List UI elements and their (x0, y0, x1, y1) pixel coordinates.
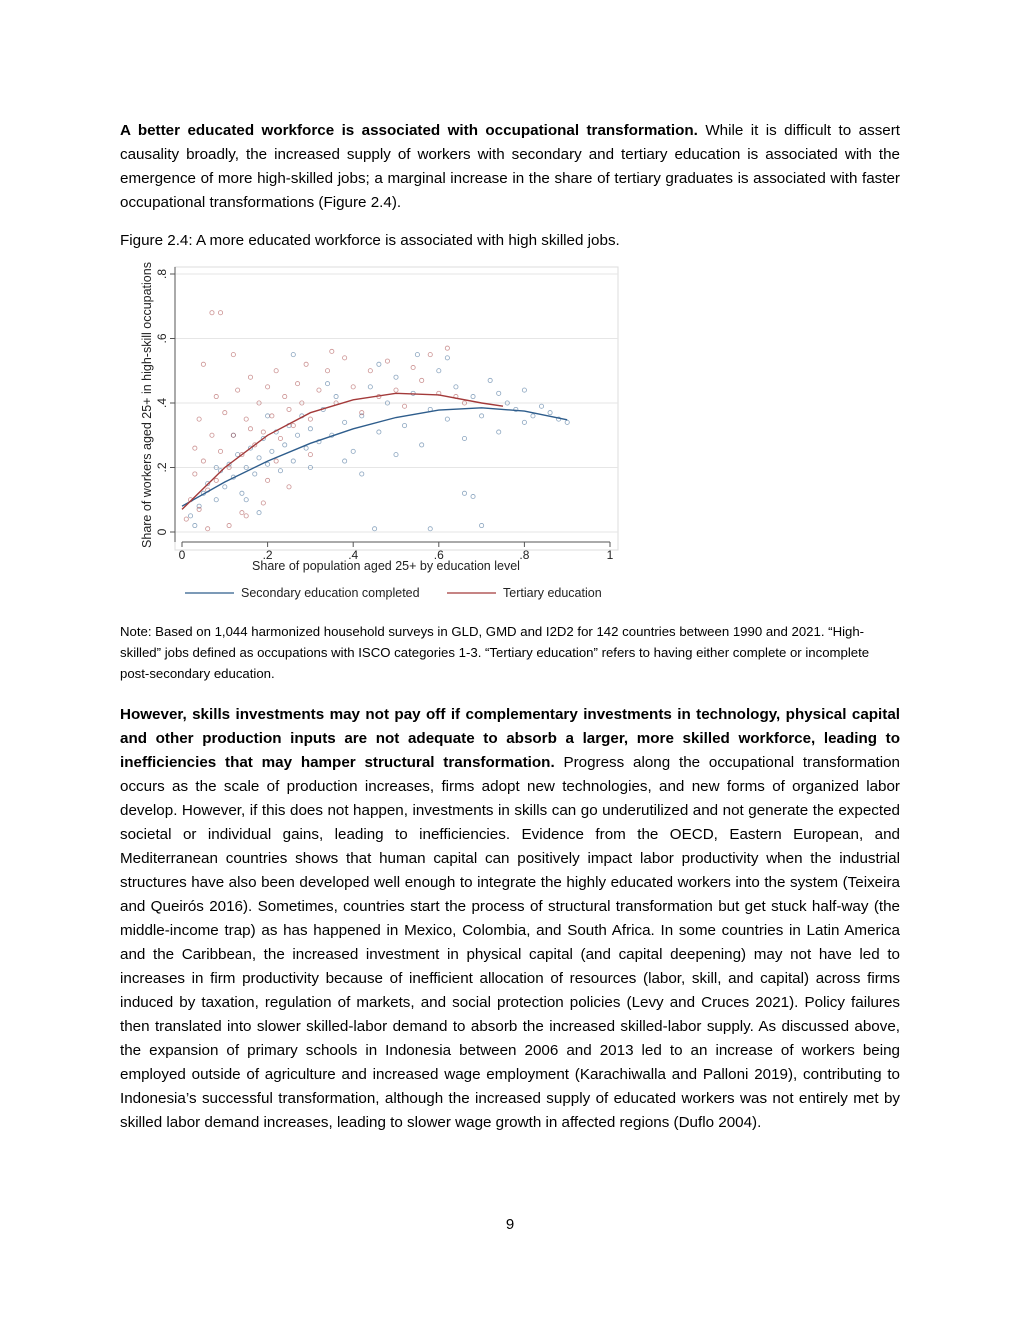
scatter-chart (122, 252, 622, 614)
legend (185, 586, 602, 600)
figure-caption: Figure 2.4: A more educated workforce is associated with high skilled jobs. (120, 232, 620, 249)
paragraph-occupational-transformation (120, 119, 900, 215)
page-number: 9 (505, 1216, 515, 1233)
y-tick-label: 0 (155, 528, 169, 536)
y-tick-label: .2 (155, 462, 169, 473)
plot-area (175, 267, 618, 550)
y-tick-label: .6 (155, 333, 169, 344)
paragraph-lead: However, skills investments may not pay off if complementary investments in technology, physical capital and other production inputs are not adequate to absorb a larger, more skilled workforce, leading to inefficiencies that may hamper structural transformation. (120, 706, 900, 771)
legend-label-secondary: Secondary education completed (241, 586, 420, 600)
x-tick-label: .2 (262, 548, 273, 562)
x-tick-label: 1 (606, 548, 614, 562)
paragraph-skills-investments (120, 703, 900, 1135)
figure-note: Note: Based on 1,044 harmonized household surveys in GLD, GMD and I2D2 for 142 countries between 1990 and 2021. “High-skilled” jobs defined as occupations with ISCO categories 1-3. “Tertiary education” refers to having either complete or incomplete post-secondary education. (120, 624, 870, 681)
scatter-figure (122, 252, 622, 614)
legend-label-tertiary: Tertiary education (503, 586, 602, 600)
y-axis-label: Share of workers aged 25+ in high-skill occupations (140, 262, 154, 548)
x-tick-label: 0 (178, 548, 186, 562)
x-tick-label: .8 (519, 548, 530, 562)
x-tick-label: .6 (433, 548, 444, 562)
paragraph-lead: A better educated workforce is associated with occupational transformation. (120, 122, 698, 139)
paragraph-body: Progress along the occupational transformation occurs as the scale of production increases, firms adopt new technologies, and new forms of organized labor develop. However, if this does not happen, investments in skills can go underutilized and not generate the expected societal or individual gains, leading to inefficiencies. Evidence from the OECD, Eastern European, and Mediterranean countries shows that human capital can positively impact labor productivity when the industrial structures have also been developed well enough to integrate the highly educated workers into the system (Teixeira and Queirós 2016). Sometimes, countries start the process of structural transformation but get stuck half-way (the middle-income trap) as has happened in Mexico, Colombia, and South Africa. In some countries in Latin America and the Caribbean, the increased investment in physical capital (and capital deepening) may not have led to increases in firm productivity because of inefficient allocation of resources (labor, skill, and capital) across firms induced by taxation, regulation of markets, and social protection policies (Levy and Cruces 2021). Policy failures then translated into slower skilled-labor demand to absorb the increased skilled-labor supply. As discussed above, the expansion of primary schools in Indonesia between 2006 and 2013 led to an increase of workers being employed outside of agriculture and increased wage employment (Karachiwalla and Palloni 2019), contributing to Indonesia’s successful transformation, although the increased supply of educated workers was not entirely met by skilled labor demand increases, leading to slower wage growth in affected regions (Duflo 2004). (120, 754, 901, 1131)
paragraph-body: While it is difficult to assert causality broadly, the increased supply of workers with secondary and tertiary education is associated with the emergence of more high-skilled jobs; a marginal increase in the share of tertiary graduates is associated with faster occupational transformations (Figure 2.4). (120, 122, 901, 211)
y-tick-label: .8 (155, 268, 169, 280)
x-axis-label: Share of population aged 25+ by education level (252, 559, 520, 573)
x-tick-label: .4 (348, 548, 359, 562)
y-tick-label: .4 (155, 397, 169, 409)
